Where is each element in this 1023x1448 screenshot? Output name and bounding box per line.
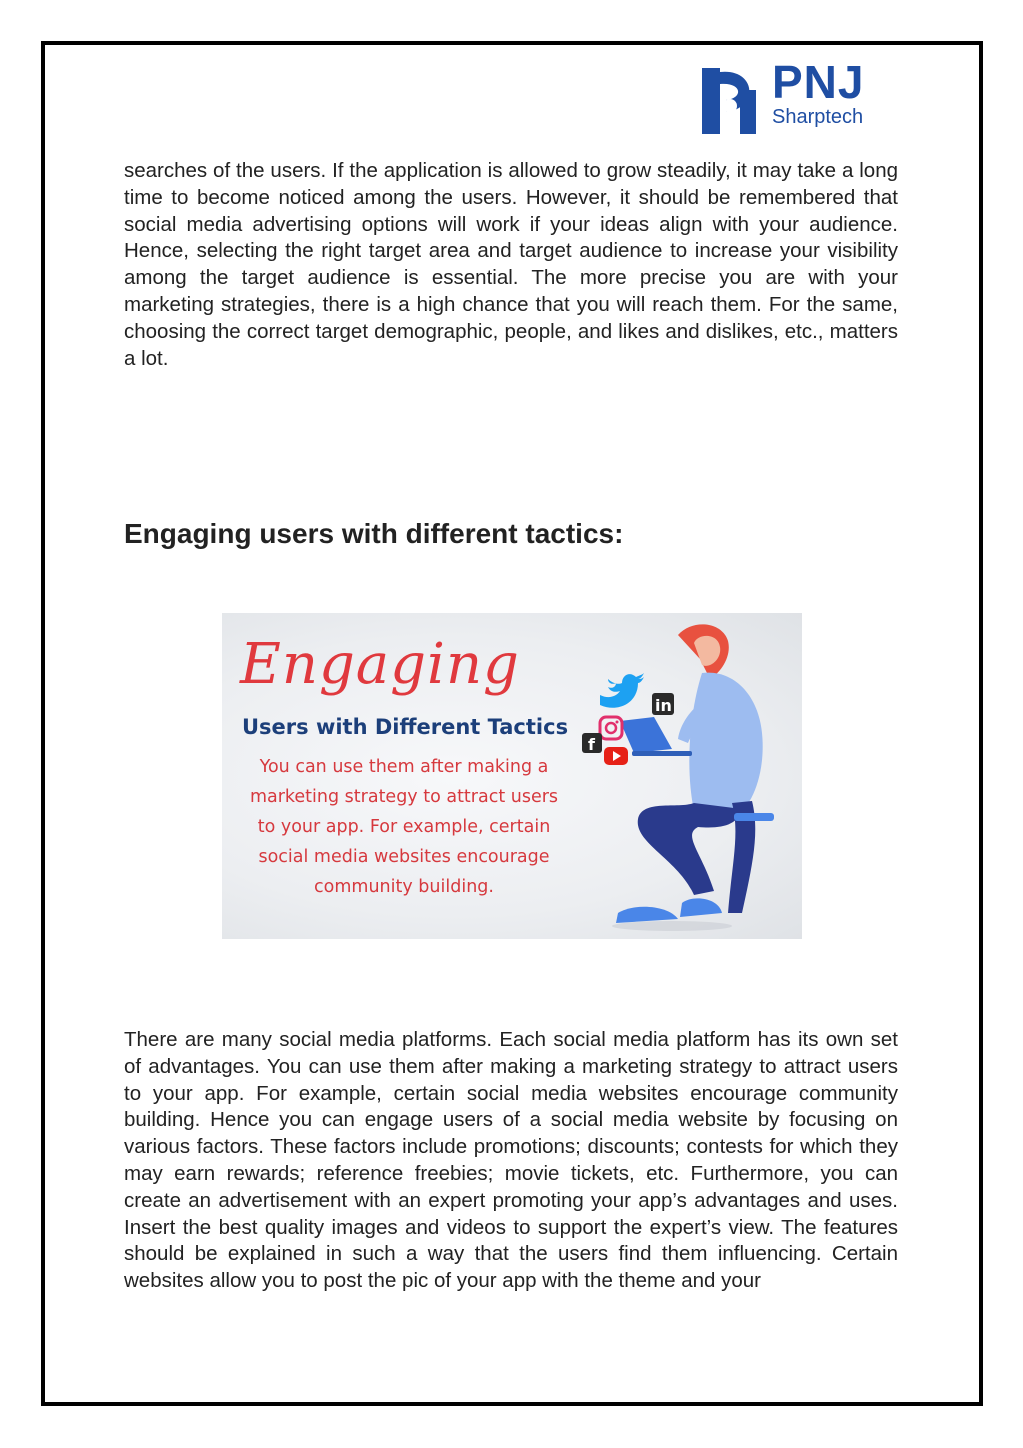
svg-text:f: f [588, 735, 595, 754]
facebook-icon [582, 733, 602, 754]
company-logo [700, 56, 900, 138]
pnj-logo-mark-icon [700, 62, 762, 138]
section-heading: Engaging users with different tactics: [124, 518, 624, 549]
person-with-laptop-illustration [582, 613, 802, 939]
linkedin-icon [652, 693, 674, 715]
body-paragraph-1: searches of the users. If the application is allowed to grow steadily, it may take a long time to become noticed among the users. However, it should be remembered that social media advertising options will work if your ideas align with your audience. Hence, selecting the right target area and target audience to increase your visibility among the target audience is essential. The more precise you are with your marketing strategies, there is a high chance that you will reach them. For the same, choosing the correct target demographic, people, and likes and dislikes, etc., matters a lot. [124, 159, 898, 370]
logo-tagline: Sharptech [772, 106, 864, 128]
instagram-icon [600, 717, 622, 739]
figure-subtitle: Users with Different Tactics [242, 715, 569, 739]
body-paragraph-2: There are many social media platforms. Each social media platform has its own set of advantages. You can use them after making a marketing strategy to attract users to your app. For example, certain social media websites encourage community building. Hence you can engage users of a social media website by focusing on various factors. These factors include promotions; discounts; contests for which they may earn rewards; reference freebies; movie tickets, etc. Furthermore, you can create an advertisement with an expert promoting your app’s advantages and uses. Insert the best quality images and videos to support the expert’s view. The features should be explained in such a way that the users find them influencing. Certain websites allow you to post the pic of your app with the theme and your [124, 1028, 898, 1293]
logo-brand-text: PNJ [772, 56, 865, 108]
figure-body-text: You can use them after making a marketing strategy to attract users to your app. For example, certain social media websites encourage community building. [249, 757, 559, 897]
twitter-icon [600, 673, 644, 708]
engaging-users-illustration [222, 613, 802, 939]
youtube-icon [604, 747, 628, 765]
figure-title: Engaging [240, 632, 520, 697]
svg-text:in: in [655, 696, 672, 715]
